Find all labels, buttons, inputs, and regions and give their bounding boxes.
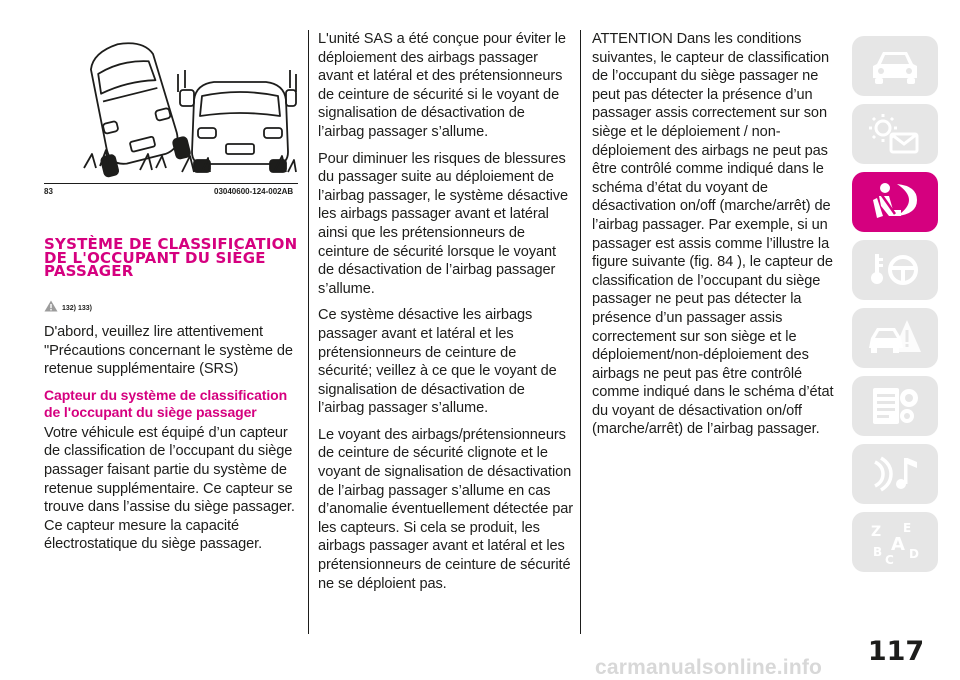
vehicles-tilted-illustration bbox=[44, 30, 298, 178]
tab-safety[interactable] bbox=[852, 172, 938, 232]
key-steering-wheel-icon bbox=[867, 248, 923, 292]
figure-83-illustration bbox=[44, 30, 298, 178]
svg-text:D: D bbox=[909, 547, 919, 561]
column-3 bbox=[592, 30, 840, 447]
intro-paragraph: D'abord, veuillez lire attentivement "Précautions concernant le système de retenue supplémentaire (SRS) bbox=[44, 324, 293, 378]
figure-number: 83 bbox=[44, 187, 53, 196]
column-divider-2 bbox=[580, 30, 581, 634]
figure-rule bbox=[44, 183, 298, 184]
column-divider-1 bbox=[308, 30, 309, 634]
figure-reference: 03040600-124-002AB bbox=[214, 187, 294, 196]
tab-index[interactable] bbox=[852, 512, 938, 572]
warning-references: 132) 133) bbox=[62, 305, 92, 312]
car-accident-icon bbox=[867, 316, 923, 360]
watermark: carmanualsonline.info bbox=[595, 656, 823, 679]
warning-reference-row bbox=[44, 300, 92, 312]
sensor-paragraph: Votre véhicule est équipé d’un capteur de classification de l’occupant du siège passager faisant partie du système de retenue supplémentaire. Ce capteur se trouve dans l’assise du siège passager. Ce capteur mesure la capacité électrostatique du siège passager. bbox=[44, 424, 295, 553]
tab-starting-driving[interactable] bbox=[852, 240, 938, 300]
sas-paragraph: L'unité SAS a été conçue pour éviter le déploiement des airbags passager avant et latéral et des prétensionneurs de ceinture de sécurité si le voyant de signalisation de désactivation de l’airbag passager s’allume. bbox=[318, 31, 566, 140]
column-1 bbox=[44, 323, 300, 562]
car-dashboard-icon bbox=[869, 46, 921, 86]
multimedia-icon bbox=[867, 452, 923, 496]
svg-text:A: A bbox=[891, 534, 905, 555]
tab-dashboard[interactable] bbox=[852, 36, 938, 96]
tab-multimedia[interactable] bbox=[852, 444, 938, 504]
fault-paragraph: Le voyant des airbags/prétensionneurs de ceinture de sécurité clignote et le voyant de signalisation de désactivation de l’airbag passager s’allume en cas d’anomalie éventuellement détectée par les capteurs. Si cela se produit, les airbags passager avant et latéral et les prétensionneurs de ceinture de sécurité ne se déploient pas. bbox=[318, 426, 574, 592]
svg-text:B: B bbox=[873, 545, 883, 559]
maintenance-gears-icon bbox=[867, 384, 923, 428]
svg-text:E: E bbox=[903, 521, 912, 535]
subsection-title: Capteur du système de classification de l'occupant du siège passager bbox=[44, 386, 288, 420]
chapter-tabs bbox=[852, 36, 938, 580]
warning-triangle-icon bbox=[44, 300, 58, 312]
deactivation-paragraph: Ce système désactive les airbags passager avant et latéral et les prétensionneurs de ceinture de sécurité; veillez à ce que le voyant de signalisation de désactivation de l’airbag passager s’allume. bbox=[318, 307, 557, 417]
risk-paragraph: Pour diminuer les risques de blessures du passager suite au déploiement de l’airbag passager, le système désactive les airbags passager avant et latéral ainsi que les prétensionneurs de ceinture de sécurité lorsque le voyant de désactivation de l’airbag passager s’allume. bbox=[318, 150, 569, 297]
page-number: 117 bbox=[867, 636, 925, 667]
section-title: SYSTÈME DE CLASSIFICATION DE L'OCCUPANT DU SIÈGE PASSAGER bbox=[44, 235, 298, 280]
svg-text:Z: Z bbox=[871, 524, 882, 540]
svg-text:C: C bbox=[885, 553, 894, 566]
column-2 bbox=[318, 30, 574, 601]
tab-warning-lights[interactable] bbox=[852, 104, 938, 164]
tab-emergency[interactable] bbox=[852, 308, 938, 368]
airbag-seat-icon bbox=[867, 180, 923, 224]
tab-maintenance[interactable] bbox=[852, 376, 938, 436]
warning-lights-icon bbox=[867, 112, 923, 156]
index-letters-icon bbox=[867, 518, 923, 566]
attention-paragraph: ATTENTION Dans les conditions suivantes, le capteur de classification de l’occupant du siège passager ne peut pas détecter la présence d’un passager assis correctement sur son siège et le déploiement / non-déploiement des airbags ne peut pas être contrôlé comme indiqué dans le schéma d’état du voyant de désactivation on/off (marche/arrêt) de l’airbag passager. Par exemple, si un passager est assis comme l’illustre la figure suivante (fig. 84 ), le capteur de classification de l’occupant du siège passager ne peut pas détecter la présence d’un passager assis correctement sur son siège et le déploiement/non-déploiement des airbags ne peut pas être contrôlé comme indiqué dans le schéma d’état du voyant de désactivation on/off (marche/arrêt) de l’airbag passager. bbox=[592, 31, 834, 438]
